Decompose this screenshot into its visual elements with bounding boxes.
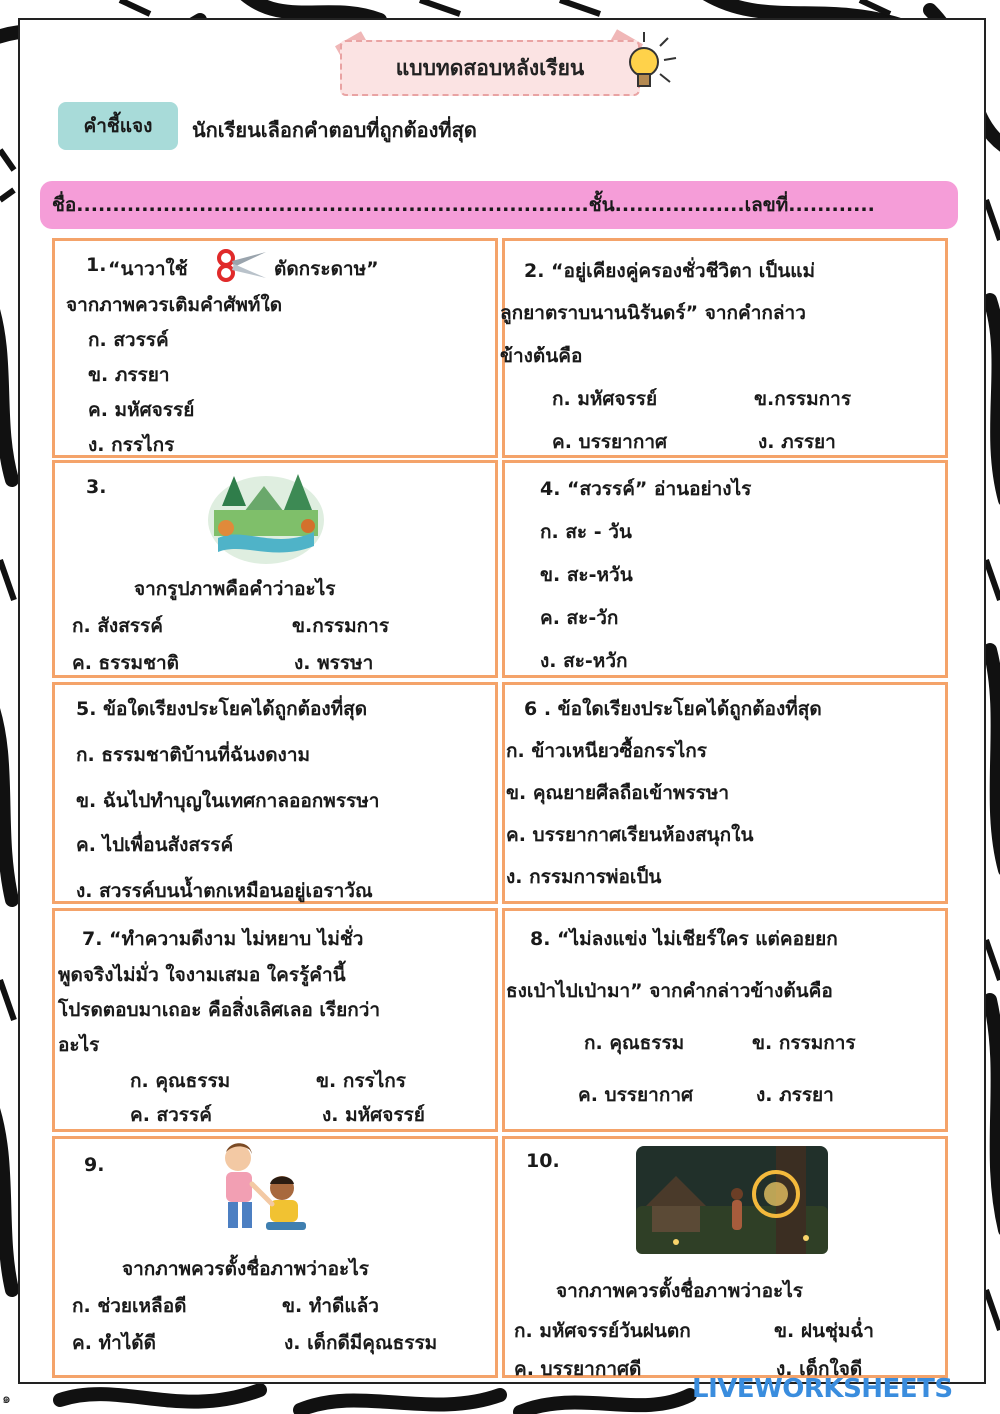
question-stem: อะไร (58, 1034, 100, 1056)
choice[interactable]: ข. ฉันไปทำบุญในเทศกาลออกพรรษา (76, 790, 380, 812)
choice[interactable]: ค. ทำได้ดี (72, 1332, 156, 1354)
choice[interactable]: ก. ข้าวเหนียวซื้อกรรไกร (506, 740, 707, 762)
choice[interactable]: ง. กรรมการพ่อเป็น (506, 866, 662, 888)
question-stem: จากภาพควรเติมคำศัพท์ใด (66, 294, 283, 316)
choice[interactable]: ง. พรรษา (294, 652, 374, 674)
question-stem: “นาวาใช้ (108, 258, 188, 280)
question-number: 9. (84, 1154, 105, 1176)
liveworksheets-logo[interactable]: LIVEWORKSHEETS (692, 1374, 953, 1404)
choice[interactable]: ค. บรรยากาศดี (514, 1358, 642, 1380)
question-stem: จากรูปภาพคือคำว่าอะไร (134, 578, 336, 600)
choice[interactable]: ค. มหัศจรรย์ (88, 399, 195, 421)
question-stem: 4. “สวรรค์” อ่านอย่างไร (540, 478, 752, 500)
instruction-badge: คำชี้แจง (58, 102, 178, 150)
choice[interactable]: ค. บรรยากาศ (552, 431, 668, 453)
choice[interactable]: ง. กรรไกร (88, 434, 175, 456)
choice[interactable]: ค. บรรยากาศ (578, 1084, 694, 1106)
children-helping-image (206, 1140, 314, 1240)
question-stem: 8. “ไม่ลงแข่ง ไม่เชียร์ใคร แต่คอยยก (530, 928, 838, 950)
choice[interactable]: ข. กรรมการ (752, 1032, 856, 1054)
choice[interactable]: ก. สวรรค์ (88, 329, 169, 351)
question-stem: 2. “อยู่เคียงคู่ครองชั่วชีวิตา เป็นแม่ (524, 260, 816, 282)
choice[interactable]: ก. คุณธรรม (130, 1070, 231, 1092)
choice[interactable]: ก. สังสรรค์ (72, 615, 163, 637)
magical-forest-image (636, 1146, 828, 1254)
instruction-text: นักเรียนเลือกคำตอบที่ถูกต้องที่สุด (192, 118, 477, 142)
question-stem: จากภาพควรตั้งชื่อภาพว่าอะไร (122, 1258, 369, 1280)
student-info-bar[interactable]: ชื่อ.......................................................................ชั้น..................เลขที่............ (40, 181, 958, 229)
choice[interactable]: ข. สะ-หวัน (540, 564, 633, 586)
choice[interactable]: ง. สวรรค์บนน้ำตกเหมือนอยู่เอราวัณ (76, 880, 373, 902)
nature-landscape-image (204, 466, 328, 566)
choice[interactable]: ก. ช่วยเหลือดี (72, 1295, 187, 1317)
question-stem: โปรดตอบมาเถอะ คือสิ่งเลิศเลอ เรียกว่า (58, 999, 381, 1021)
question-stem: 6 . ข้อใดเรียงประโยคได้ถูกต้องที่สุด (524, 698, 822, 720)
choice[interactable]: ง. ภรรยา (758, 431, 836, 453)
question-stem: จากภาพควรตั้งชื่อภาพว่าอะไร (556, 1280, 803, 1302)
lightbulb-icon (614, 30, 684, 102)
choice[interactable]: ง. มหัศจรรย์ (322, 1104, 425, 1126)
choice[interactable]: ก. คุณธรรม (584, 1032, 685, 1054)
choice[interactable]: ข.กรรมการ (754, 388, 852, 410)
choice[interactable]: ง. เด็กใจดี (776, 1358, 863, 1380)
worksheet-title: แบบทดสอบหลังเรียน (340, 40, 640, 96)
question-stem: ข้างต้นคือ (500, 345, 583, 367)
choice[interactable]: ค. สะ-วัก (540, 607, 619, 629)
scissors-icon (216, 248, 268, 282)
choice[interactable]: ก. มหัศจรรย์วันฝนตก (514, 1320, 691, 1342)
choice[interactable]: ค. บรรยากาศเรียนห้องสนุกใน (506, 824, 754, 846)
choice[interactable]: ค. ธรรมชาติ (72, 652, 179, 674)
choice[interactable]: ข.กรรมการ (292, 615, 390, 637)
page-mark: ๑ (2, 1391, 11, 1407)
question-stem: พูดจริงไม่มั่ว ใจงามเสมอ ใครรู้คำนี้ (58, 964, 346, 986)
choice[interactable]: ก. ธรรมชาติบ้านที่ฉันงดงาม (76, 744, 311, 766)
choice[interactable]: ง. สะ-หวัก (540, 650, 628, 672)
choice[interactable]: ข. ภรรยา (88, 364, 170, 386)
choice[interactable]: ง. เด็กดีมีคุณธรรม (284, 1332, 438, 1354)
choice[interactable]: ค. ไปเพื่อนสังสรรค์ (76, 834, 234, 856)
question-stem: 5. ข้อใดเรียงประโยคได้ถูกต้องที่สุด (76, 698, 368, 720)
question-number: 1. (86, 254, 107, 276)
question-stem: ตัดกระดาษ” (274, 258, 379, 280)
question-stem: ลูกยาตราบนานนิรันดร์” จากคำกล่าว (500, 302, 806, 324)
question-number: 3. (86, 476, 107, 498)
question-stem: ธงเป่าไปเป่ามา” จากคำกล่าวข้างต้นคือ (506, 980, 833, 1002)
choice[interactable]: ก. มหัศจรรย์ (552, 388, 658, 410)
choice[interactable]: ค. สวรรค์ (130, 1104, 212, 1126)
choice[interactable]: ข. ฝนชุ่มฉ่ำ (774, 1320, 874, 1342)
choice[interactable]: ข. ทำดีแล้ว (282, 1295, 379, 1317)
choice[interactable]: ก. สะ - วัน (540, 521, 632, 543)
question-number: 10. (526, 1150, 560, 1172)
question-stem: 7. “ทำความดีงาม ไม่หยาบ ไม่ชั่ว (82, 928, 364, 950)
choice[interactable]: ข. กรรไกร (316, 1070, 406, 1092)
choice[interactable]: ข. คุณยายศีลถือเข้าพรรษา (506, 782, 729, 804)
choice[interactable]: ง. ภรรยา (756, 1084, 834, 1106)
